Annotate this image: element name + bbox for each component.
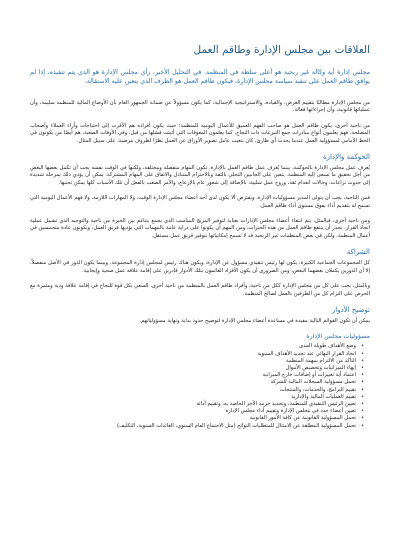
partnership-paragraph-2: وبالمثل، يجب على كل من مجلس الإدارة ككل من ناحية، وأفراد طاقم العمل بالمنظمة من ناحية أخرى، السعي بكل قوة للنجاح في إقامة علاقة ودية ومثمرة مع الحرص على التزام كل من الطرفين بالعمل لصالح المنظمة. <box>30 283 370 297</box>
board-responsibilities <box>30 333 370 429</box>
list-item: • تقييم العمليات المالية والإدارية <box>30 394 356 401</box>
governance-paragraph-2: فمن الناحية، يجب أن يتولى المدير مسؤوليات الإدارة، ويفترض ألا يكون لدى أحد أعضاء مجلس الإدارة الوقت، ولا المهارات اللازمة، ولا فهم الأعمال اليومية التي تسمح له بتقديم أداء يفوق مستوى أداء طاقم العمل. <box>30 195 370 209</box>
lead-paragraph: مجلس إدارة أية وكالة غير ربحية هو أعلى سلطة في المنظمة. في التحليل الأخير، رأي مجلس الإدارة هو الذي يتم تنفيذه، إذا لم يوافق طاقم العمل على تنفيذ سياسة مجلس الإدارة، فيكون طاقم العمل هو الطرف الذي يتعين عليه الاستقالة. <box>30 69 370 85</box>
governance-paragraph-3: ومن ناحية أخرى، فبالمثل، يتم انتقاء أعضاء مجلس الإدارات بعناية لتوفير المزيج المناسب الذي يجمع بتناغم بين الخبرة من ناحية والتوجيه الذي تشمل عملية اتخاذ القرار. يجدر أن ينتفع طاقم العمل من هذه الخبرات، ومن المهم أن يكونوا على دراية عامة بالمهمات التي يؤديها فريق العمل، ويكونون عادة متحمسين في أعمال المنظمة. ولكن في بعض المنظمات غير الربحية قد لا تسمح إمكانياتها بتوفير فريق عمل مستقل. <box>30 218 370 239</box>
list-item: • تحمل مسؤولية السجلات المالية للشركة <box>30 379 356 386</box>
list-item: • تحمل المسؤولية المطلقة عن الامتثال للمتطلبات التوائح (مثل الاجتماع العام السنوي، العائدات السنوية، التكليف) <box>30 423 356 430</box>
partnership-paragraph-1: كل المجموعات الجماعية الكبيرة، يكون لها رئيس تنفيذي مسؤول عن الإدارة، ويكون هناك رئيس لمجلس إدارة المجموعة. وبينما يكون الدور في الأصل منفصلاً، إلا أن الدورين يكملان بعضهما البعض، ومن الضروري أن يكون الأفراد القائمون بتلك الأدوار قادرين على إقامة علاقة عمل صحية وإيجابية. <box>30 260 370 274</box>
intro-paragraph-2: من ناحية أخرى، يكون طاقم العمل هو صاحب الفهم العميق للأعمال اليومية للمنظمة؛ حيث يكون أفراده هم الأقرب إلى احتياجات وأراء العملاء وأصحاب المصلحة، فهم يعلمون أنواع مبادرات جمع التبرعات ذات النجاح، كما يعلمون المعوقات التي أثبتت فشلها من قبل، وفي الأوقات الصعبة، هم أيضًا من يكونون في الخط الأمامي لمسؤولية العمل عندما يحدث أي طارئ، كان بتغيب عامل تصوير الأوراق عن العمل نظرًا لظروف مرضية، على سبيل المثال. <box>30 122 370 144</box>
responsibilities-list <box>30 343 370 429</box>
list-item: • تعيين الرئيس التنفيذي للمنظمة، وتحديد حزمة الأجر الخاصة به، وتقييم أدائه <box>30 401 356 408</box>
governance-paragraph-1: يُعرف عمل مجلس الإدارة بالحوكمة، بينما يُعرف عمل طاقم العمل بالإدارة. تكون المهام منفصلة ومختلفة، ولكنها في الوقت نفسه يجب أن تكمل بعضها البعض من أجل تحقيق ما تسعى إليه المنظمة. يتعين على الجانبين التحلي بالثقة وبالاحترام المتبادل والاتفاق على المهام المشتركة. يمكن أن يؤدي ذلك بمرحلة شديدة إلى حدوث نزاعات، وحالات انعدام ثقة، وروح عمل سلبية، بالإضافة إلى شعور عام بالإزعاج، والأمر الصعب بالفعل أن تلك الأسباب كلها يمكن تجنبها. <box>30 165 370 186</box>
list-item: • التأكد من الالتزام بمهمة المنظمة <box>30 358 356 365</box>
list-item: • اتخاذ القرار النهائي عند تحديد الأهداف السنوية <box>30 351 356 358</box>
list-item: • إنهاء الميزانيات وتخصيص الأموال <box>30 365 356 372</box>
list-item: • وضع الأهداف طويلة المدى <box>30 343 356 350</box>
responsibilities-heading: مسؤوليات مجلس الإدارة <box>306 333 370 341</box>
list-item: • تحمل المسؤولية القانونية عن كافة الأمور القانونية <box>30 415 356 422</box>
intro-paragraph-1: من مجلس الإدارة مطالبًا بتقييم الغرض، والقيادة، والاستراتيجية الإجمالية، كما يكون مسؤولاً عن ضمانة الجمهور العام بأن الأوضاع المالية للمنظمة سليمة، وأن عملياتها قانونية، وأن إجراءاتها فعالة. <box>30 100 370 114</box>
list-item: • اعتماد أية تغييرات أو إضافات خارج الميزانية <box>30 372 356 379</box>
roles-paragraph-1: يمكن أن تكون القوائم التالية مفيدة في مساعدة أعضاء مجلس الإدارة لتوضيح حدود بداية ونهاية مسؤولياتهم. <box>139 317 370 324</box>
list-item: • تعيين أعضاء جدد في مجلس الإدارة وتقييم أداء مجلس الإدارة <box>30 408 356 415</box>
page-title: العلاقات بين مجلس الإدارة وطاقم العمل <box>193 44 370 56</box>
section-heading-governance: الحوكمة والإدارة <box>323 153 370 162</box>
section-heading-roles: توضيح الأدوار <box>331 305 370 314</box>
list-item: • تقييم البرامج، والخدمات، والمنتجات <box>30 387 356 394</box>
section-heading-partnership: الشراكة <box>346 248 370 257</box>
